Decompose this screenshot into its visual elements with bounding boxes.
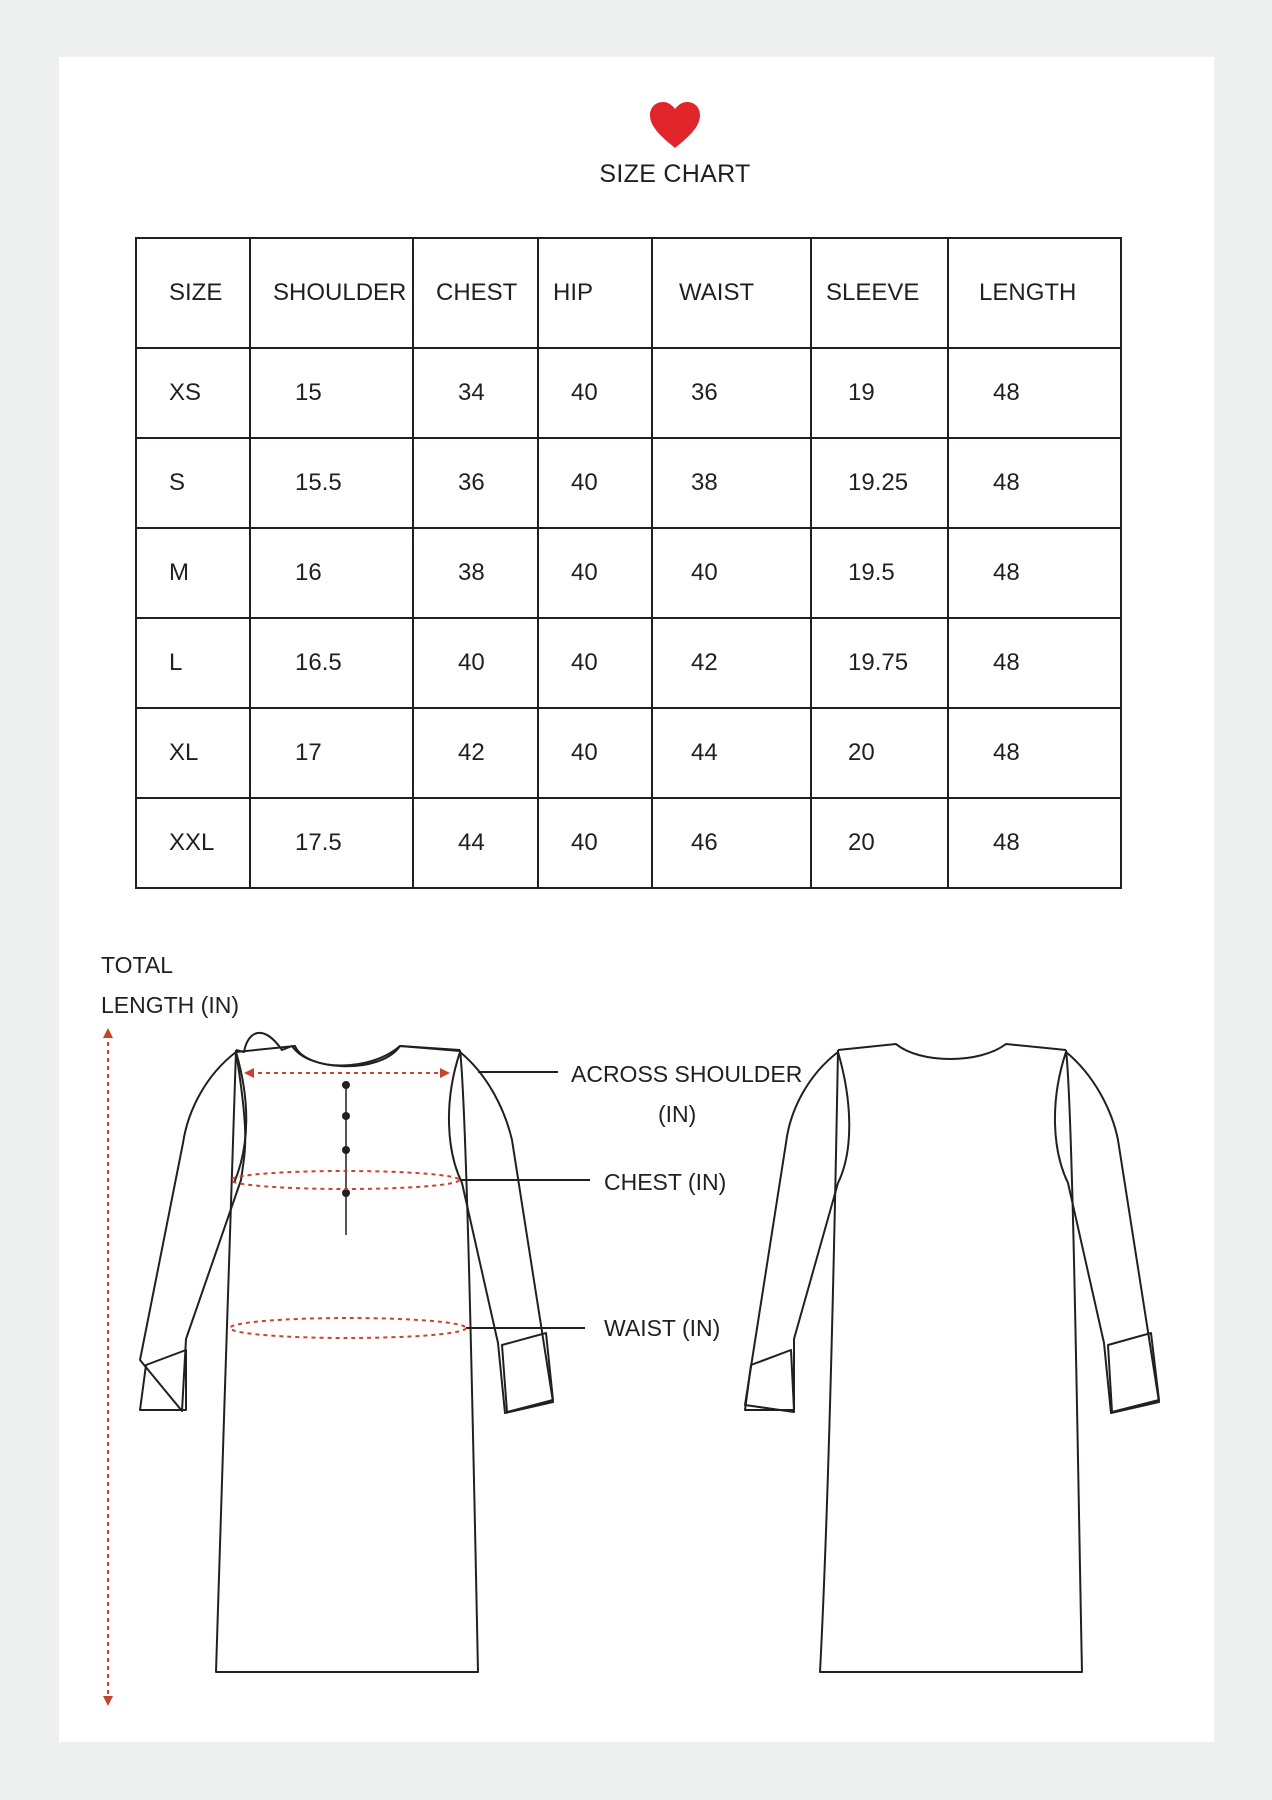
cell-sleeve: 19.5 — [811, 528, 948, 618]
cell-chest: 34 — [413, 348, 538, 438]
header-hip: HIP — [538, 238, 652, 348]
cell-size: XXL — [136, 798, 250, 888]
cell-hip: 40 — [538, 348, 652, 438]
cell-waist: 38 — [652, 438, 811, 528]
waist-label: WAIST (IN) — [604, 1315, 721, 1341]
cell-chest: 42 — [413, 708, 538, 798]
cell-size: XL — [136, 708, 250, 798]
header-shoulder: SHOULDER — [250, 238, 413, 348]
button-dot — [342, 1081, 350, 1089]
chest-measure — [231, 1171, 459, 1189]
cell-sleeve: 19.75 — [811, 618, 948, 708]
total-length-label-line2: LENGTH (IN) — [101, 992, 239, 1018]
cell-hip: 40 — [538, 798, 652, 888]
cell-shoulder: 16 — [250, 528, 413, 618]
front-left-shoulder — [236, 1046, 460, 1066]
cell-size: XS — [136, 348, 250, 438]
cell-shoulder: 16.5 — [250, 618, 413, 708]
front-dress-outline — [216, 1050, 478, 1672]
chest-label: CHEST (IN) — [604, 1169, 727, 1195]
cell-chest: 38 — [413, 528, 538, 618]
header-waist: WAIST — [652, 238, 811, 348]
header-size: SIZE — [136, 238, 250, 348]
front-right-cuff — [502, 1333, 553, 1412]
cell-sleeve: 20 — [811, 708, 948, 798]
arrow-left-icon — [244, 1068, 254, 1078]
cell-chest: 44 — [413, 798, 538, 888]
arrow-down-icon — [103, 1696, 113, 1706]
total-length-label-line1: TOTAL — [101, 952, 173, 978]
cell-length: 48 — [948, 348, 1121, 438]
cell-chest: 36 — [413, 438, 538, 528]
cell-size: M — [136, 528, 250, 618]
across-shoulder-label-line2: (IN) — [658, 1101, 697, 1127]
arrow-up-icon — [103, 1028, 113, 1038]
cell-waist: 40 — [652, 528, 811, 618]
cell-length: 48 — [948, 708, 1121, 798]
cell-length: 48 — [948, 438, 1121, 528]
button-dot — [342, 1189, 350, 1197]
arrow-right-icon — [440, 1068, 450, 1078]
page-title: SIZE CHART — [599, 160, 751, 188]
cell-chest: 40 — [413, 618, 538, 708]
cell-hip: 40 — [538, 708, 652, 798]
header-length: LENGTH — [948, 238, 1121, 348]
back-dress-outline — [820, 1050, 1082, 1672]
cell-sleeve: 19.25 — [811, 438, 948, 528]
cell-hip: 40 — [538, 438, 652, 528]
back-right-sleeve — [1055, 1052, 1159, 1413]
cell-waist: 36 — [652, 348, 811, 438]
cell-length: 48 — [948, 618, 1121, 708]
across-shoulder-label-line1: ACROSS SHOULDER — [571, 1061, 803, 1087]
cell-sleeve: 19 — [811, 348, 948, 438]
header-sleeve: SLEEVE — [811, 238, 948, 348]
header-chest: CHEST — [413, 238, 538, 348]
cell-shoulder: 17 — [250, 708, 413, 798]
waist-measure — [230, 1318, 466, 1338]
cell-shoulder: 15 — [250, 348, 413, 438]
cell-hip: 40 — [538, 618, 652, 708]
cell-waist: 42 — [652, 618, 811, 708]
cell-waist: 46 — [652, 798, 811, 888]
cell-size: S — [136, 438, 250, 528]
button-dot — [342, 1146, 350, 1154]
cell-waist: 44 — [652, 708, 811, 798]
front-left-cuff — [140, 1350, 186, 1410]
back-neckline — [838, 1044, 1066, 1059]
button-dot — [342, 1112, 350, 1120]
cell-length: 48 — [948, 528, 1121, 618]
front-right-sleeve — [449, 1052, 553, 1413]
cell-shoulder: 15.5 — [250, 438, 413, 528]
cell-size: L — [136, 618, 250, 708]
cell-length: 48 — [948, 798, 1121, 888]
back-right-cuff — [1108, 1333, 1159, 1412]
cell-shoulder: 17.5 — [250, 798, 413, 888]
cell-sleeve: 20 — [811, 798, 948, 888]
cell-hip: 40 — [538, 528, 652, 618]
